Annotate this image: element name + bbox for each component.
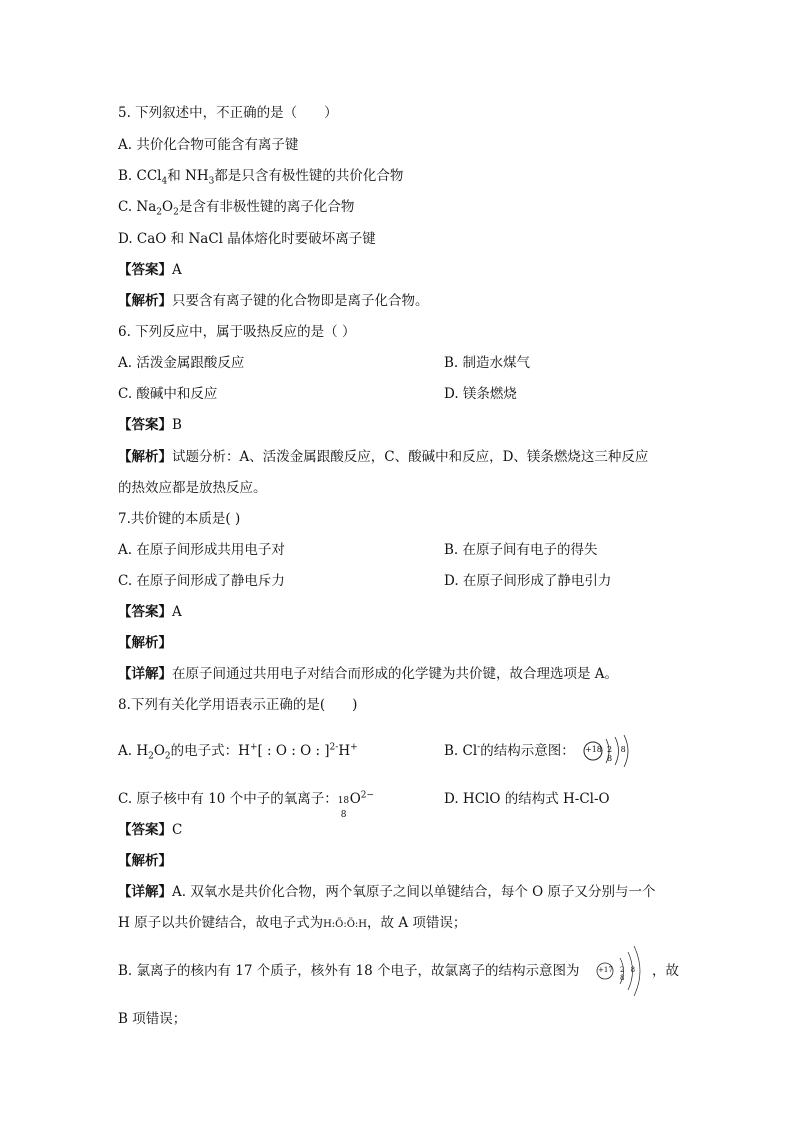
q8-option-d: D. HClO 的结构式 H-Cl-O [444,791,610,807]
q5-option-a: A. 共价化合物可能含有离子键 [118,137,299,153]
q6-analysis-line2: 的热效应都是放热反应。 [118,480,267,496]
q5-analysis: 【解析】只要含有离子键的化合物即是离子化合物。 [118,293,429,309]
q5-answer: 【答案】A [118,262,182,278]
h2o2-electron-formula: [ : O : O : ] [257,743,330,759]
q8-answer: 【答案】C [118,822,183,838]
cl-ion-structure-diagram-explanation: +17 2 8 8 [594,942,646,1000]
q6-stem: 6. 下列反应中，属于吸热反应的是（ ） [118,324,356,340]
q8-detail-line1: 【详解】A. 双氧水是共价化合物，两个氧原子之间以单键结合，每个 O 原子又分别与一个 [118,884,656,900]
q6-answer: 【答案】B [118,417,182,433]
q7-detail: 【详解】在原子间通过共用电子对结合而形成的化学键为共价键，故合理选项是 A。 [118,666,619,682]
q8-analysis: 【解析】 [118,853,172,869]
q7-analysis: 【解析】 [118,635,172,651]
q8-detail-line3-end: ，故 [652,963,679,979]
q5-option-d: D. CaO 和 NaCl 晶体熔化时要破坏离子键 [118,231,376,247]
q8-stem: 8.下列有关化学用语表示正确的是( ) [118,697,358,713]
q7-option-d: D. 在原子间形成了静电引力 [444,573,612,589]
q7-stem: 7.共价键的本质是( ) [118,511,241,527]
q8-option-a: A. $H_2O_2$的电子式：H+[ : O : O : ]$^{2-}$H+ [118,742,358,762]
q5-stem: 5. 下列叙述中，不正确的是（ ） [118,105,338,121]
cl-ion-structure-diagram: +18 2 8 8 [582,733,634,769]
q7-option-b: B. 在原子间有电子的得失 [444,542,598,558]
q5-option-b: B. CCl$_4$和 $NH_3$都是只含有极性键的共价化合物 [118,168,404,187]
q8-option-b: B. Cl-的结构示意图： [444,742,575,759]
q6-option-a: A. 活泼金属跟酸反应 [118,355,245,371]
q6-option-c: C. 酸碱中和反应 [118,386,218,402]
h2o2-lewis-formula: H:Ö:Ö:H [323,919,368,930]
q7-answer: 【答案】A [118,604,182,620]
q8-detail-line3: B. 氯离子的核内有 17 个质子，核外有 18 个电子，故氯离子的结构示意图为 [118,963,580,979]
q7-option-c: C. 在原子间形成了静电斥力 [118,573,285,589]
q6-option-d: D. 镁条燃烧 [444,386,517,402]
q8-detail-line2: H 原子以共价键结合，故电子式为H:Ö:Ö:H，故 A 项错误； [118,915,467,931]
q6-option-b: B. 制造水煤气 [444,355,531,371]
q8-option-c: C. 原子核中有 10 个中子的氧离子： 18 8 $O^{2-}$ [118,790,375,820]
q6-analysis-line1: 【解析】试题分析：A、活泼金属跟酸反应，C、酸碱中和反应，D、镁条燃烧这三种反应 [118,449,649,465]
q8-detail-line4: B 项错误； [118,1011,187,1027]
q5-option-c: C. $Na_2O_2$是含有非极性键的离子化合物 [118,199,355,218]
q7-option-a: A. 在原子间形成共用电子对 [118,542,285,558]
